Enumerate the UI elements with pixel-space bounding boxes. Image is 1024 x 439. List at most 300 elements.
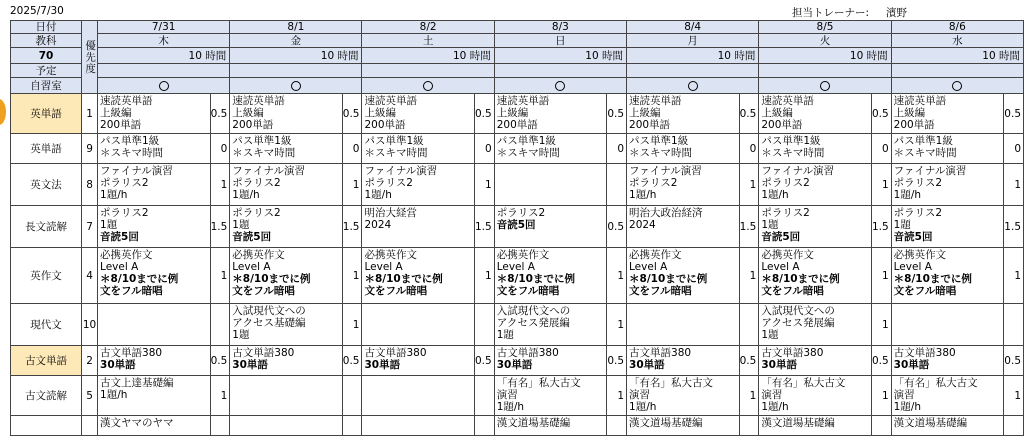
task-hours bbox=[739, 416, 759, 436]
task-line: 200単語 bbox=[496, 119, 538, 131]
task-line: 1題/h bbox=[100, 189, 128, 201]
task-line: 速読英単語 bbox=[364, 95, 417, 107]
day-study-room bbox=[362, 78, 494, 94]
task-line: 上級編 bbox=[761, 107, 793, 119]
subject-cell: 古文単語 bbox=[11, 346, 82, 376]
task-line: ファイナル演習 bbox=[232, 165, 306, 177]
task-hours: 0.5 bbox=[871, 94, 891, 134]
task-line: 入試現代文への bbox=[232, 305, 306, 317]
study-schedule-table bbox=[10, 20, 1024, 436]
task-hours: 1 bbox=[475, 164, 495, 206]
study-room-circle bbox=[820, 81, 830, 91]
task-cell bbox=[230, 134, 343, 164]
task-line: 古文単語380 bbox=[761, 347, 824, 359]
day-hours bbox=[362, 48, 494, 64]
day-weekday: 土 bbox=[362, 34, 494, 48]
task-line: ＊8/10までに例 bbox=[629, 273, 708, 285]
task-hours bbox=[475, 376, 495, 416]
task-line: 200単語 bbox=[629, 119, 671, 131]
task-line: 1題 bbox=[232, 329, 250, 341]
task-line: 2024 bbox=[364, 219, 392, 231]
task-line: アクセス発展編 bbox=[761, 317, 835, 329]
hours-unit: 時間 bbox=[337, 49, 359, 62]
day-hours-value: 10 bbox=[717, 49, 731, 62]
task-line: 漢文道場基礎編 bbox=[893, 417, 968, 429]
day-hours bbox=[759, 48, 891, 64]
task-line: 1題/h bbox=[893, 189, 922, 201]
task-hours: 1 bbox=[871, 376, 891, 416]
task-line: 漢文ヤマのヤマ bbox=[100, 417, 174, 429]
task-hours: 1 bbox=[607, 248, 627, 304]
task-cell bbox=[98, 304, 211, 346]
task-cell bbox=[627, 416, 740, 436]
task-line: 古文単語380 bbox=[232, 347, 295, 359]
task-cell bbox=[627, 94, 740, 134]
task-hours: 0.5 bbox=[210, 94, 230, 134]
day-weekday: 木 bbox=[98, 34, 230, 48]
task-hours: 1 bbox=[475, 248, 495, 304]
task-line: 音読5回 bbox=[893, 231, 933, 243]
day-weekday: 火 bbox=[759, 34, 891, 48]
day-date: 7/31 bbox=[98, 21, 230, 34]
task-line: ＊8/10までに例 bbox=[100, 273, 179, 285]
task-hours: 0.5 bbox=[1004, 94, 1024, 134]
day-hours bbox=[891, 48, 1023, 64]
task-line: 漢文道場基礎編 bbox=[761, 417, 835, 429]
task-line: 文をフル暗唱 bbox=[232, 285, 295, 297]
task-cell bbox=[98, 248, 211, 304]
task-line: ＊8/10までに例 bbox=[496, 273, 575, 285]
task-hours: 0 bbox=[475, 134, 495, 164]
task-line: 上級編 bbox=[100, 107, 132, 119]
task-line: 漢文道場基礎編 bbox=[629, 417, 703, 429]
task-cell bbox=[98, 94, 211, 134]
task-cell bbox=[230, 346, 343, 376]
task-line: 音読5回 bbox=[232, 231, 272, 243]
task-line: 速読英単語 bbox=[761, 95, 814, 107]
task-line: 30単語 bbox=[761, 359, 797, 371]
study-room-circle bbox=[555, 81, 565, 91]
task-line: 200単語 bbox=[761, 119, 803, 131]
task-line: パス単準1級 bbox=[100, 135, 160, 147]
day-plan bbox=[362, 64, 494, 78]
task-line: 必携英作文 bbox=[232, 249, 285, 261]
table-row bbox=[11, 248, 1024, 304]
hours-unit: 時間 bbox=[866, 49, 888, 62]
task-line: 「有名」私大古文 bbox=[893, 377, 978, 389]
task-line: 1題/h bbox=[629, 189, 657, 201]
subject-cell: 英作文 bbox=[11, 248, 82, 304]
task-hours: 1.5 bbox=[342, 206, 362, 248]
task-line: 1題/h bbox=[496, 401, 525, 413]
task-hours bbox=[871, 416, 891, 436]
task-hours: 1.5 bbox=[475, 206, 495, 248]
priority-cell: 7 bbox=[82, 206, 98, 248]
table-row bbox=[11, 134, 1024, 164]
task-line: Level A bbox=[893, 261, 932, 273]
task-cell bbox=[98, 164, 211, 206]
task-hours: 1 bbox=[210, 376, 230, 416]
day-study-room bbox=[627, 78, 759, 94]
task-cell bbox=[230, 416, 343, 436]
task-line: 200単語 bbox=[364, 119, 406, 131]
task-cell bbox=[759, 304, 872, 346]
task-hours: 0 bbox=[210, 134, 230, 164]
task-line: 文をフル暗唱 bbox=[629, 285, 692, 297]
task-line: ポラリス2 bbox=[893, 207, 943, 219]
task-hours bbox=[210, 304, 230, 346]
day-date: 8/6 bbox=[891, 21, 1023, 34]
day-study-room bbox=[759, 78, 891, 94]
day-hours-value: 10 bbox=[585, 49, 599, 62]
task-line: 1題 bbox=[761, 329, 779, 341]
day-plan bbox=[98, 64, 230, 78]
day-plan bbox=[230, 64, 362, 78]
total-hours: 70 bbox=[11, 48, 82, 64]
task-line: 必携英作文 bbox=[364, 249, 417, 261]
task-cell bbox=[362, 304, 475, 346]
task-cell bbox=[759, 416, 872, 436]
task-line: 文をフル暗唱 bbox=[893, 285, 957, 297]
task-cell bbox=[627, 164, 740, 206]
subject-cell bbox=[11, 416, 82, 436]
subject-cell: 長文読解 bbox=[11, 206, 82, 248]
study-room-circle bbox=[688, 81, 698, 91]
day-date: 8/5 bbox=[759, 21, 891, 34]
task-line: ＊スキマ時間 bbox=[364, 147, 428, 159]
task-cell bbox=[627, 134, 740, 164]
task-line: 30単語 bbox=[629, 359, 665, 371]
task-line: ポラリス2 bbox=[232, 207, 281, 219]
task-line: 1題 bbox=[761, 219, 779, 231]
task-hours: 0.5 bbox=[342, 346, 362, 376]
task-line: 必携英作文 bbox=[100, 249, 153, 261]
priority-cell bbox=[82, 416, 98, 436]
task-cell bbox=[98, 416, 211, 436]
task-line: 文をフル暗唱 bbox=[761, 285, 824, 297]
label-priority: 優先度 bbox=[82, 21, 98, 94]
task-cell bbox=[627, 376, 740, 416]
task-cell bbox=[494, 248, 607, 304]
task-hours: 0 bbox=[871, 134, 891, 164]
label-study-room: 自習室 bbox=[11, 78, 82, 94]
task-hours bbox=[607, 416, 627, 436]
task-line: ポラリス2 bbox=[629, 177, 678, 189]
task-line: ＊スキマ時間 bbox=[761, 147, 825, 159]
day-plan bbox=[891, 64, 1023, 78]
task-hours: 0.5 bbox=[210, 346, 230, 376]
task-cell bbox=[230, 304, 343, 346]
task-hours bbox=[342, 416, 362, 436]
task-line: ポラリス2 bbox=[761, 177, 810, 189]
task-line: パス単準1級 bbox=[496, 135, 556, 147]
task-line: 「有名」私大古文 bbox=[761, 377, 846, 389]
task-cell bbox=[891, 346, 1004, 376]
task-hours: 0.5 bbox=[475, 346, 495, 376]
task-hours: 0 bbox=[739, 134, 759, 164]
day-hours-value: 10 bbox=[452, 49, 467, 62]
task-cell bbox=[627, 304, 740, 346]
task-hours bbox=[607, 164, 627, 206]
task-cell bbox=[494, 206, 607, 248]
task-line: 200単語 bbox=[232, 119, 274, 131]
priority-cell: 5 bbox=[82, 376, 98, 416]
task-line: ポラリス2 bbox=[364, 177, 413, 189]
table-row bbox=[11, 206, 1024, 248]
task-cell bbox=[494, 416, 607, 436]
task-hours: 0 bbox=[1004, 134, 1024, 164]
task-hours: 1.5 bbox=[210, 206, 230, 248]
day-study-room bbox=[230, 78, 362, 94]
task-hours: 1 bbox=[871, 304, 891, 346]
task-line: 30単語 bbox=[232, 359, 268, 371]
task-cell bbox=[98, 376, 211, 416]
task-line: 2024 bbox=[629, 219, 656, 231]
task-hours: 1 bbox=[1004, 376, 1024, 416]
task-line: 古文単語380 bbox=[364, 347, 427, 359]
study-room-circle bbox=[291, 81, 301, 91]
task-line: 必携英作文 bbox=[893, 249, 947, 261]
task-hours: 1 bbox=[210, 164, 230, 206]
task-line: 速読英単語 bbox=[496, 95, 550, 107]
task-line: アクセス発展編 bbox=[496, 317, 570, 329]
task-line: 古文単語380 bbox=[629, 347, 692, 359]
task-hours: 0.5 bbox=[607, 94, 627, 134]
day-plan bbox=[627, 64, 759, 78]
task-cell bbox=[891, 248, 1004, 304]
subject-cell: 現代文 bbox=[11, 304, 82, 346]
priority-cell: 10 bbox=[82, 304, 98, 346]
print-date: 2025/7/30 bbox=[10, 5, 64, 17]
task-cell bbox=[891, 206, 1004, 248]
task-hours: 0.5 bbox=[1004, 346, 1024, 376]
task-hours bbox=[1004, 416, 1024, 436]
task-cell bbox=[230, 248, 343, 304]
task-hours: 0.5 bbox=[342, 94, 362, 134]
day-study-room bbox=[891, 78, 1023, 94]
task-line: ファイナル演習 bbox=[761, 165, 835, 177]
task-line: 1題 bbox=[496, 329, 514, 341]
task-hours: 1 bbox=[607, 376, 627, 416]
task-hours: 1 bbox=[739, 376, 759, 416]
task-line: 演習 bbox=[496, 389, 518, 401]
task-cell bbox=[759, 94, 872, 134]
hours-unit: 時間 bbox=[734, 49, 756, 62]
task-cell bbox=[627, 346, 740, 376]
page-header bbox=[0, 0, 1024, 20]
task-line: ファイナル演習 bbox=[893, 165, 967, 177]
task-line: パス単準1級 bbox=[629, 135, 689, 147]
task-line: 「有名」私大古文 bbox=[629, 377, 714, 389]
task-hours: 1 bbox=[342, 248, 362, 304]
task-line: 必携英作文 bbox=[761, 249, 814, 261]
priority-cell: 8 bbox=[82, 164, 98, 206]
task-hours: 1 bbox=[210, 248, 230, 304]
task-line: Level A bbox=[364, 261, 403, 273]
task-line: パス単準1級 bbox=[232, 135, 292, 147]
task-cell bbox=[494, 134, 607, 164]
task-hours bbox=[342, 376, 362, 416]
task-line: ＊スキマ時間 bbox=[232, 147, 296, 159]
priority-cell: 9 bbox=[82, 134, 98, 164]
task-line: ＊8/10までに例 bbox=[364, 273, 443, 285]
task-cell bbox=[362, 416, 475, 436]
task-hours: 1 bbox=[1004, 164, 1024, 206]
task-cell bbox=[759, 248, 872, 304]
task-cell bbox=[98, 206, 211, 248]
task-line: 明治大政治経済 bbox=[629, 207, 703, 219]
trainer-name: 濱野 bbox=[886, 7, 907, 19]
task-hours bbox=[210, 416, 230, 436]
task-line: ポラリス2 bbox=[761, 207, 810, 219]
task-hours: 1.5 bbox=[739, 206, 759, 248]
study-room-circle bbox=[159, 81, 169, 91]
day-date: 8/3 bbox=[494, 21, 626, 34]
day-hours-value: 10 bbox=[320, 49, 335, 62]
task-cell bbox=[891, 376, 1004, 416]
task-line: 文をフル暗唱 bbox=[364, 285, 428, 297]
task-cell bbox=[362, 94, 475, 134]
task-cell bbox=[494, 164, 607, 206]
task-line: ポラリス2 bbox=[100, 177, 149, 189]
task-line: 30単語 bbox=[893, 359, 930, 371]
task-cell bbox=[891, 94, 1004, 134]
task-line: 古文単語380 bbox=[496, 347, 559, 359]
task-line: ＊8/10までに例 bbox=[893, 273, 972, 285]
task-line: 演習 bbox=[629, 389, 651, 401]
task-line: 漢文道場基礎編 bbox=[496, 417, 571, 429]
task-line: 演習 bbox=[893, 389, 915, 401]
task-hours: 0.5 bbox=[739, 94, 759, 134]
task-line: 200単語 bbox=[100, 119, 142, 131]
task-line: ＊8/10までに例 bbox=[761, 273, 840, 285]
task-line: 古文単語380 bbox=[100, 347, 163, 359]
hours-unit: 時間 bbox=[205, 49, 227, 62]
task-line: 1題/h bbox=[761, 189, 789, 201]
task-line: 1題/h bbox=[761, 401, 789, 413]
trainer-label: 担当トレーナー: bbox=[792, 7, 870, 19]
task-cell bbox=[891, 304, 1004, 346]
task-cell bbox=[362, 346, 475, 376]
task-line: ファイナル演習 bbox=[100, 165, 173, 177]
task-line: Level A bbox=[100, 261, 139, 273]
table-row bbox=[11, 94, 1024, 134]
day-weekday: 月 bbox=[627, 34, 759, 48]
task-line: 1題/h bbox=[232, 189, 260, 201]
task-hours bbox=[739, 304, 759, 346]
task-line: 演習 bbox=[761, 389, 783, 401]
task-hours: 0.5 bbox=[607, 206, 627, 248]
day-hours bbox=[230, 48, 362, 64]
subject-cell: 英単語 bbox=[11, 94, 82, 134]
task-line: 上級編 bbox=[629, 107, 661, 119]
day-plan bbox=[494, 64, 626, 78]
table-row bbox=[11, 376, 1024, 416]
task-hours: 1 bbox=[342, 304, 362, 346]
day-weekday: 水 bbox=[891, 34, 1023, 48]
hours-unit: 時間 bbox=[999, 49, 1020, 62]
table-row bbox=[11, 304, 1024, 346]
task-line: ポラリス2 bbox=[893, 177, 943, 189]
task-line: ファイナル演習 bbox=[629, 165, 702, 177]
day-weekday: 日 bbox=[494, 34, 626, 48]
task-line: パス単準1級 bbox=[893, 135, 953, 147]
task-line: 200単語 bbox=[893, 119, 935, 131]
task-hours bbox=[475, 304, 495, 346]
task-line: ファイナル演習 bbox=[364, 165, 438, 177]
day-date: 8/4 bbox=[627, 21, 759, 34]
day-hours-value: 10 bbox=[188, 49, 202, 62]
label-plan: 予定 bbox=[11, 64, 82, 78]
task-line: 文をフル暗唱 bbox=[100, 285, 163, 297]
task-hours: 0.5 bbox=[871, 346, 891, 376]
task-line: ポラリス2 bbox=[496, 207, 546, 219]
hours-unit: 時間 bbox=[602, 49, 624, 62]
task-hours: 1 bbox=[871, 164, 891, 206]
task-cell bbox=[494, 376, 607, 416]
task-cell bbox=[891, 134, 1004, 164]
task-line: ＊スキマ時間 bbox=[629, 147, 693, 159]
task-hours bbox=[1004, 304, 1024, 346]
subject-cell: 英単語 bbox=[11, 134, 82, 164]
task-line: 入試現代文への bbox=[496, 305, 571, 317]
task-line: 入試現代文への bbox=[761, 305, 835, 317]
task-cell bbox=[627, 206, 740, 248]
day-date: 8/1 bbox=[230, 21, 362, 34]
subject-cell: 古文読解 bbox=[11, 376, 82, 416]
day-study-room bbox=[494, 78, 626, 94]
task-line: 音読5回 bbox=[761, 231, 801, 243]
task-line: 1題 bbox=[893, 219, 911, 231]
task-line: 30単語 bbox=[364, 359, 401, 371]
table-row bbox=[11, 346, 1024, 376]
task-line: Level A bbox=[496, 261, 535, 273]
task-line: ＊スキマ時間 bbox=[893, 147, 957, 159]
day-date: 8/2 bbox=[362, 21, 494, 34]
task-line: 必携英作文 bbox=[496, 249, 550, 261]
priority-cell: 4 bbox=[82, 248, 98, 304]
task-line: ＊スキマ時間 bbox=[496, 147, 560, 159]
priority-cell: 2 bbox=[82, 346, 98, 376]
task-line: 30単語 bbox=[496, 359, 533, 371]
task-cell bbox=[230, 164, 343, 206]
task-line: ポラリス2 bbox=[232, 177, 281, 189]
task-line: 速読英単語 bbox=[232, 95, 285, 107]
task-cell bbox=[362, 376, 475, 416]
task-cell bbox=[98, 134, 211, 164]
hours-unit: 時間 bbox=[469, 49, 491, 62]
task-cell bbox=[230, 376, 343, 416]
task-hours: 0 bbox=[607, 134, 627, 164]
study-room-circle bbox=[423, 81, 433, 91]
task-hours: 0.5 bbox=[739, 346, 759, 376]
subject-cell: 英文法 bbox=[11, 164, 82, 206]
task-cell bbox=[759, 206, 872, 248]
task-cell bbox=[98, 346, 211, 376]
task-line: アクセス基礎編 bbox=[232, 317, 306, 329]
task-line: 古文上達基礎編 bbox=[100, 377, 174, 389]
table-row bbox=[11, 164, 1024, 206]
task-hours: 1 bbox=[342, 164, 362, 206]
orange-marker bbox=[0, 99, 6, 125]
task-line: 速読英単語 bbox=[893, 95, 947, 107]
task-line: 文をフル暗唱 bbox=[496, 285, 560, 297]
task-cell bbox=[494, 94, 607, 134]
task-line: ポラリス2 bbox=[100, 207, 149, 219]
task-cell bbox=[230, 94, 343, 134]
task-line: 1題 bbox=[232, 219, 250, 231]
task-line: 速読英単語 bbox=[629, 95, 682, 107]
